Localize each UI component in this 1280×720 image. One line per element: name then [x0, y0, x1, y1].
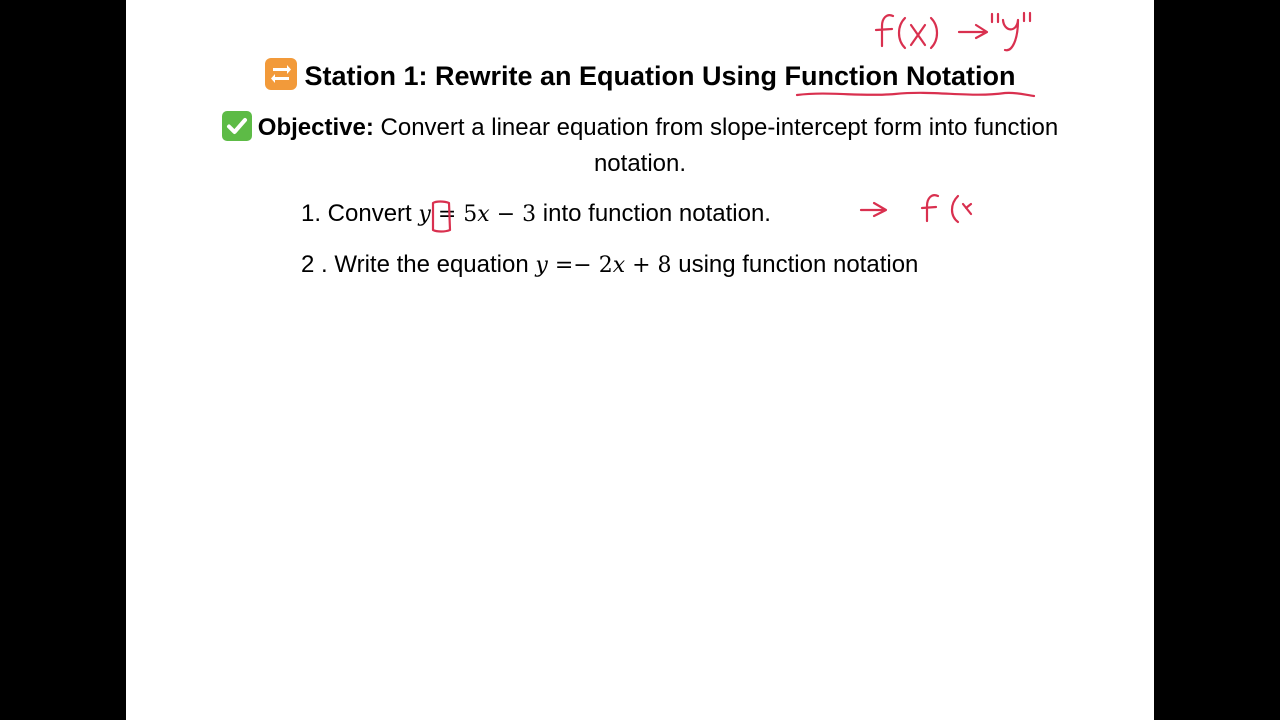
repeat-arrows-icon — [265, 58, 297, 90]
checkmark-icon — [222, 111, 252, 141]
item-number: 1. — [301, 200, 322, 227]
list-item — [301, 200, 771, 228]
list-item — [301, 251, 918, 279]
slide-page — [126, 0, 1154, 720]
title-underlined-text: Function Notation — [784, 61, 1016, 91]
title-text: Station 1: Rewrite an Equation Using — [304, 61, 785, 91]
objective-label: Objective: — [257, 114, 374, 141]
item-number: 2 . — [301, 251, 328, 278]
objective — [186, 110, 1094, 182]
item-equation: y = 5x − 3 — [418, 202, 537, 227]
page-title — [126, 58, 1154, 92]
item-equation: y =− 2x + 8 — [535, 253, 672, 278]
item-suffix: using function notation — [671, 251, 919, 278]
objective-text: Convert a linear equation from slope-intercept form into function notation. — [373, 114, 1059, 177]
item-suffix: into function notation. — [536, 200, 771, 227]
item-prefix: Write the equation — [327, 251, 536, 278]
item-prefix: Convert — [321, 200, 419, 227]
